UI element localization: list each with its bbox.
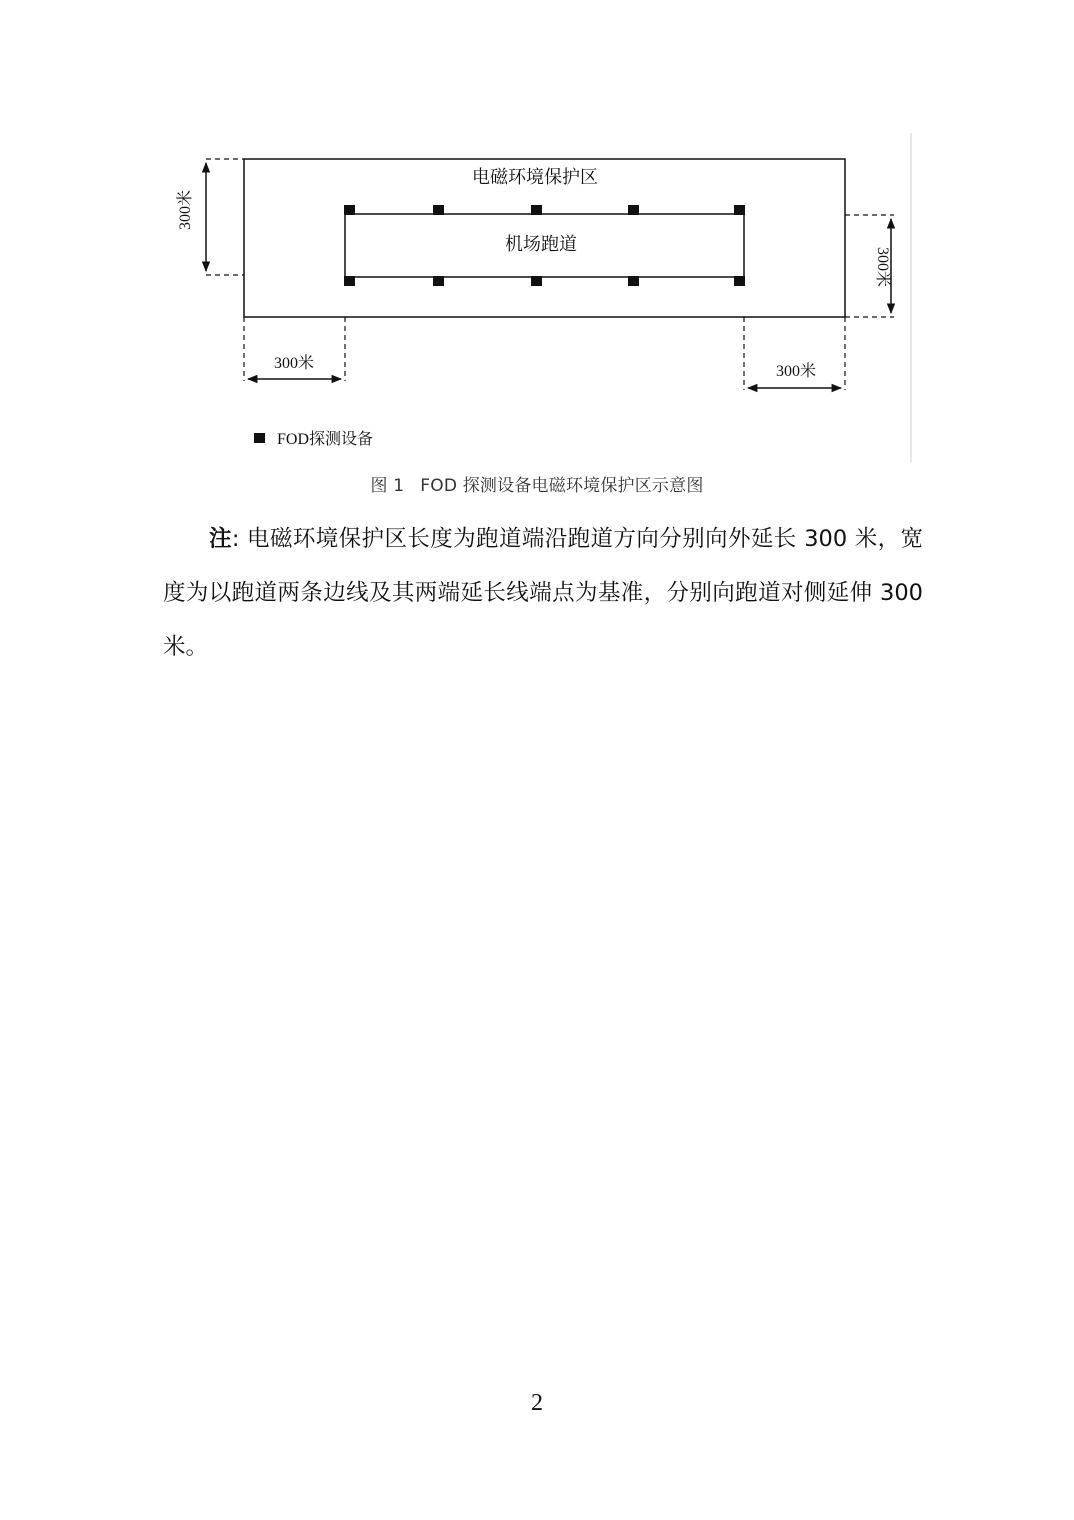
fod-device-marker (433, 276, 444, 286)
note-text: : 电磁环境保护区长度为跑道端沿跑道方向分别向外延长 300 米，宽度为以跑道两条边线及其两端延长线端点为基准，分别向跑道对侧延伸 300 米。 (163, 526, 923, 660)
left-vertical-dimension-label: 300米 (177, 189, 194, 231)
figure-number: 图 1 (370, 476, 405, 496)
bottom-right-dimension (744, 317, 845, 390)
bottom-left-dimension-label: 300米 (273, 355, 315, 372)
note-paragraph (163, 512, 923, 674)
bottom-right-dimension-label: 300米 (775, 363, 817, 380)
figure-caption-text: FOD 探测设备电磁环境保护区示意图 (420, 476, 704, 496)
legend (254, 430, 373, 448)
fod-device-marker (433, 205, 444, 215)
fod-device-marker (344, 276, 355, 286)
fod-device-marker (734, 276, 745, 286)
runway-label: 机场跑道 (505, 234, 577, 254)
black-square-icon (254, 433, 265, 443)
legend-label: FOD探测设备 (277, 431, 374, 448)
fod-device-marker (531, 276, 542, 286)
fod-device-marker (628, 205, 639, 215)
right-vertical-dimension-label: 300米 (874, 246, 891, 288)
note-label: 注 (209, 526, 232, 552)
protection-zone-diagram (0, 0, 1074, 470)
zone-label: 电磁环境保护区 (472, 167, 598, 187)
left-vertical-dimension (176, 159, 244, 275)
fod-device-marker (344, 205, 355, 215)
fod-device-marker (628, 276, 639, 286)
fod-device-marker (531, 205, 542, 215)
page-number: 2 (531, 1390, 543, 1416)
figure-caption (0, 471, 1074, 496)
right-vertical-dimension (845, 215, 894, 317)
bottom-left-dimension (244, 317, 345, 381)
fod-device-marker (734, 205, 745, 215)
